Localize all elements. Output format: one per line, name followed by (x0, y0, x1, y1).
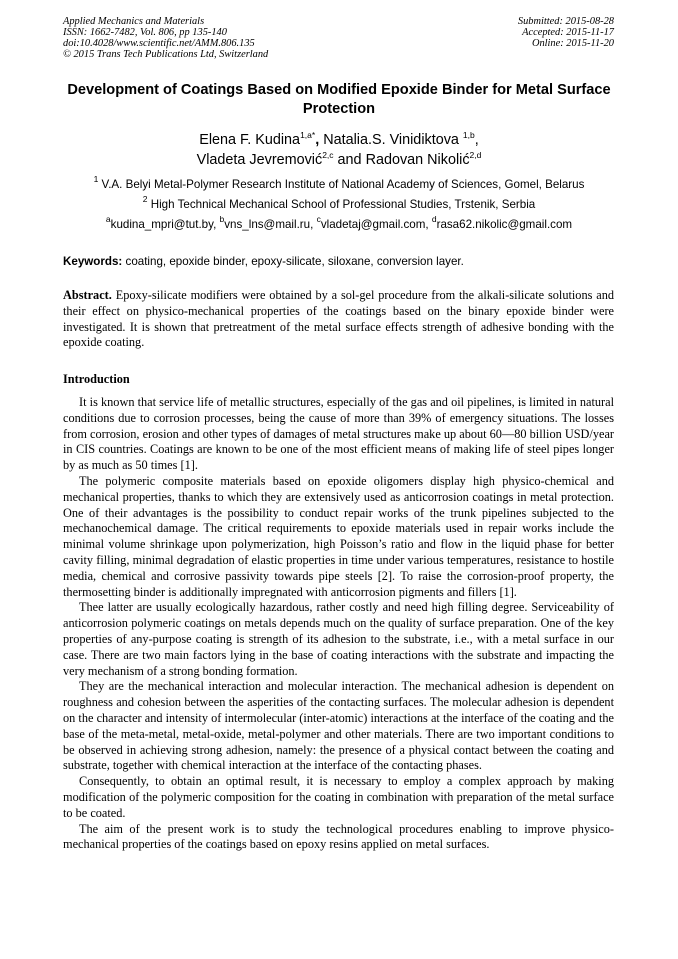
abstract (63, 288, 614, 351)
email-link[interactable]: vladetaj@gmail.com (320, 218, 426, 231)
abstract-text: Epoxy-silicate modifiers were obtained by a sol-gel procedure from the alkali-silicate solutions and their effect on physico-mechanical properties of the coatings based on the binary epoxide binder were investigated. It is shown that pretreatment of the metal surface effects strength of adhesive bonding with the epoxide coating. (63, 288, 614, 350)
journal-copyright: © 2015 Trans Tech Publications Ltd, Switzerland (63, 49, 269, 60)
online-date: Online: 2015-11-20 (531, 38, 614, 49)
email-link[interactable]: vns_lns@mail.ru (224, 218, 311, 231)
journal-name: Applied Mechanics and Materials (63, 16, 205, 27)
journal-header (63, 16, 268, 60)
paragraph: The polymeric composite materials based on epoxide oligomers display high physico-chemical and mechanical properties, thanks to which they are extensively used as anticorrosion coatings in metal protection. One of their advantages is the possibility to conduct repair works of the trunk pipelines subjected to the mechanochemical damage. The critical requirements to epoxide materials used in repair works include the minimal volume shrinkage upon polymerization, high Poisson’s ratio and flow in the liquid phase for better cavity filling, minimal degradation of elastic properties in time under various temperatures, resistance to hostile media, chemical and corrosive passivity towards pipe steels [2]. To raise the corrosion-proof property, the thermosetting binder is additionally impregnated with anticorrosion pigments and fillers [1]. (63, 473, 614, 599)
dates-header (518, 16, 614, 49)
introduction-body (63, 395, 614, 853)
keywords-label: Keywords: (63, 255, 123, 268)
abstract-label: Abstract. (63, 288, 112, 302)
email-link[interactable]: rasa62.nikolic@gmail.com (436, 218, 573, 231)
paragraph: Thee latter are usually ecologically hazardous, rather costly and need high filling degree. Serviceability of anticorrosion polymeric coatings on metals depends much on the quality of surface preparation. One of the key properties of any-purpose coating is strength of its adhesion to the substrate, i.e., with a metal surface in our case. There are two main factors lying in the base of coating interactions with the substrate and impacting the very mechanism of a strong bonding formation. (63, 600, 614, 678)
author-list: Elena F. Kudina$^{1,a*}$, Natalia.S. Vinidiktova $^{1,b}$, Vladeta Jevremović$^{2,c}$ and Radovan Nikolić$^{2,d}$ (196, 130, 482, 168)
journal-doi[interactable]: doi:10.4028/www.scientific.net/AMM.806.135 (63, 38, 255, 49)
paragraph: It is known that service life of metallic structures, especially of the gas and oil pipelines, is limited in natural conditions due to corrosion processes, being the cause of more than 39% of emergency situations. The losses from corrosion, erosion and other types of damages of metal structures make up about 60—80 billion USD/year in CIS countries. Coatings are known to be one of the most efficient means of making life of steel pipes longer by as much as 50 times [1]. (63, 395, 614, 473)
submitted-date: Submitted: 2015-08-28 (517, 16, 614, 27)
author: Elena F. Kudina$^{1,a*}$ (199, 130, 316, 148)
paragraph: Consequently, to obtain an optimal result, it is necessary to employ a complex approach by making modification of the polymeric composition for the coating in combination with preparation of the metal surface to be coated. (63, 774, 614, 820)
paragraph: The aim of the present work is to study the technological procedures enabling to improve physico-mechanical properties of the coatings based on epoxy resins applied on metal surfaces. (63, 821, 614, 852)
keywords-text: coating, epoxide binder, epoxy-silicate, siloxane, conversion layer. (125, 255, 464, 268)
section-heading-introduction: Introduction (63, 372, 130, 386)
affiliation: $^2$ High Technical Mechanical School of Professional Studies, Trstenik, Serbia (142, 194, 536, 211)
author: Natalia.S. Vinidiktova $^{1,b}$ (323, 130, 475, 148)
affiliation: $^1$ V.A. Belyi Metal-Polymer Research Institute of National Academy of Sciences, Gomel, Belarus (93, 174, 585, 191)
accepted-date: Accepted: 2015-11-17 (522, 27, 614, 38)
email-link[interactable]: kudina_mpri@tut.by (110, 218, 214, 231)
paragraph: They are the mechanical interaction and molecular interaction. The mechanical adhesion is dependent on roughness and cohesion between the asperities of the contacting surfaces. The molecular adhesion is dependent on the character and intensity of intermolecular (inter-atomic) interactions at the interface of the coating and the base of the meta-metal, metal-oxide, metal-polymer and other materials. There are two important conditions to be observed in achieving strong adhesion, namely: the presence of a physical contact between the coating and substrate, together with chemical interaction at the interface of the contacting phases. (63, 679, 614, 773)
keywords (63, 255, 623, 269)
author: Vladeta Jevremović$^{2,c}$ (196, 150, 334, 168)
paper-title: Development of Coatings Based on Modified Epoxide Binder for Metal Surface Protection (67, 82, 611, 117)
author-emails: $^a$kudina_mpri@tut.by, $^b$vns_lns@mail.ru, $^c$vladetaj@gmail.com, $^d$rasa62.nikolic@gmail.com (105, 214, 573, 231)
author: Radovan Nikolić$^{2,d}$ (365, 150, 482, 168)
journal-issn: ISSN: 1662-7482, Vol. 806, pp 135-140 (63, 27, 227, 38)
